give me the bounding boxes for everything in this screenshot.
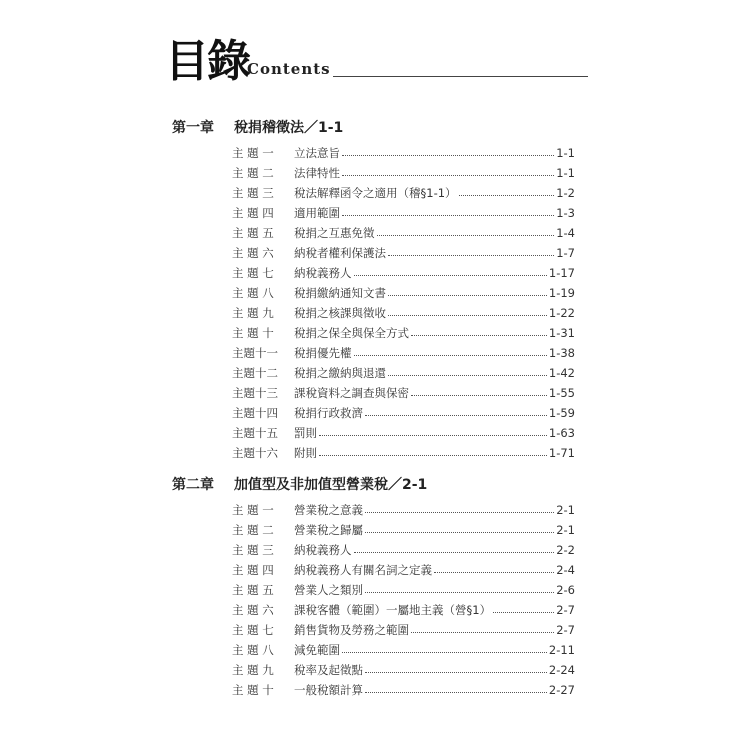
entry-topic: 主 題 二 xyxy=(232,523,274,537)
entry-text: 立法意旨 xyxy=(294,146,340,160)
entry-topic: 主題十二 xyxy=(232,366,278,380)
entry-text: 納稅義務人 xyxy=(294,543,352,557)
toc-entry[interactable] xyxy=(232,443,575,463)
entry-page-number: 1-3 xyxy=(556,206,575,220)
entry-topic: 主 題 九 xyxy=(232,306,274,320)
entry-topic: 主 題 一 xyxy=(232,503,274,517)
entry-page-number: 1-71 xyxy=(548,446,575,460)
entry-topic: 主題十四 xyxy=(232,406,278,420)
toc-entry[interactable] xyxy=(232,283,575,303)
entry-topic: 主 題 七 xyxy=(232,623,274,637)
entry-text: 營業人之類別 xyxy=(294,583,363,597)
dot-leader xyxy=(319,455,547,456)
entry-page-number: 1-55 xyxy=(548,386,575,400)
entry-page-number: 1-59 xyxy=(548,406,575,420)
entry-page-number: 2-1 xyxy=(556,523,575,537)
entry-topic: 主 題 一 xyxy=(232,146,274,160)
entry-text: 課稅資料之調查與保密 xyxy=(294,386,409,400)
entry-text: 一般稅額計算 xyxy=(294,683,363,697)
dot-leader xyxy=(459,195,555,196)
dot-leader xyxy=(365,512,554,513)
dot-leader xyxy=(365,415,547,416)
toc-entry[interactable] xyxy=(232,680,575,700)
entry-topic: 主 題 六 xyxy=(232,246,274,260)
entry-text: 減免範圍 xyxy=(294,643,340,657)
toc-entry[interactable] xyxy=(232,560,575,580)
dot-leader xyxy=(354,355,547,356)
entry-text: 稅捐之繳納與退還 xyxy=(294,366,386,380)
entry-text: 稅捐之核課與徵收 xyxy=(294,306,386,320)
entry-text: 營業稅之意義 xyxy=(294,503,363,517)
dot-leader xyxy=(342,652,547,653)
entry-text: 罰則 xyxy=(294,426,317,440)
dot-leader xyxy=(388,295,547,296)
entry-text: 稅捐之互惠免徵 xyxy=(294,226,375,240)
entry-topic: 主題十五 xyxy=(232,426,278,440)
entry-topic: 主 題 八 xyxy=(232,286,274,300)
toc-entry[interactable] xyxy=(232,323,575,343)
entry-page-number: 1-2 xyxy=(556,186,575,200)
entry-text: 附則 xyxy=(294,446,317,460)
dot-leader xyxy=(365,672,547,673)
entry-topic: 主 題 五 xyxy=(232,226,274,240)
dot-leader xyxy=(319,435,547,436)
entry-page-number: 2-7 xyxy=(556,603,575,617)
dot-leader xyxy=(365,692,547,693)
entry-text: 課稅客體（範圍）一屬地主義（營§1） xyxy=(294,603,492,617)
chapter-1-entries xyxy=(232,143,575,463)
entry-topic: 主 題 十 xyxy=(232,683,274,697)
dot-leader xyxy=(388,315,547,316)
entry-page-number: 1-17 xyxy=(548,266,575,280)
toc-entry[interactable] xyxy=(232,640,575,660)
chapter-heading-2[interactable] xyxy=(172,474,427,494)
toc-entry[interactable] xyxy=(232,580,575,600)
toc-entry[interactable] xyxy=(232,660,575,680)
dot-leader xyxy=(365,592,554,593)
entry-topic: 主 題 三 xyxy=(232,543,274,557)
entry-topic: 主 題 五 xyxy=(232,583,274,597)
entry-topic: 主題十六 xyxy=(232,446,278,460)
toc-entry[interactable] xyxy=(232,223,575,243)
toc-entry[interactable] xyxy=(232,363,575,383)
toc-entry[interactable] xyxy=(232,163,575,183)
entry-text: 稅捐優先權 xyxy=(294,346,352,360)
entry-topic: 主 題 九 xyxy=(232,663,274,677)
toc-entry[interactable] xyxy=(232,183,575,203)
entry-text: 營業稅之歸屬 xyxy=(294,523,363,537)
entry-page-number: 1-22 xyxy=(548,306,575,320)
entry-text: 稅捐之保全與保全方式 xyxy=(294,326,409,340)
entry-topic: 主 題 八 xyxy=(232,643,274,657)
entry-page-number: 1-42 xyxy=(548,366,575,380)
toc-entry[interactable] xyxy=(232,203,575,223)
entry-page-number: 1-38 xyxy=(548,346,575,360)
entry-page-number: 2-11 xyxy=(548,643,575,657)
entry-topic: 主 題 三 xyxy=(232,186,274,200)
entry-page-number: 2-7 xyxy=(556,623,575,637)
entry-page-number: 2-24 xyxy=(548,663,575,677)
entry-text: 適用範圍 xyxy=(294,206,340,220)
toc-entry[interactable] xyxy=(232,540,575,560)
entry-page-number: 1-63 xyxy=(548,426,575,440)
entry-page-number: 1-4 xyxy=(556,226,575,240)
dot-leader xyxy=(354,552,555,553)
toc-title: 目錄 xyxy=(165,36,249,87)
chapter-number: 第二章 xyxy=(172,477,214,493)
toc-entry[interactable] xyxy=(232,303,575,323)
toc-entry[interactable] xyxy=(232,263,575,283)
toc-entry[interactable] xyxy=(232,243,575,263)
entry-topic: 主題十三 xyxy=(232,386,278,400)
entry-page-number: 1-1 xyxy=(556,146,575,160)
entry-text: 銷售貨物及勞務之範圍 xyxy=(294,623,409,637)
entry-topic: 主 題 六 xyxy=(232,603,274,617)
toc-entry[interactable] xyxy=(232,500,575,520)
entry-text: 稅捐行政救濟 xyxy=(294,406,363,420)
dot-leader xyxy=(411,632,554,633)
chapter-number: 第一章 xyxy=(172,120,214,136)
toc-entry[interactable] xyxy=(232,343,575,363)
entry-text: 法律特性 xyxy=(294,166,340,180)
entry-page-number: 1-31 xyxy=(548,326,575,340)
dot-leader xyxy=(365,532,554,533)
entry-topic: 主 題 二 xyxy=(232,166,274,180)
toc-subtitle: Contents xyxy=(247,60,331,78)
toc-header xyxy=(165,38,590,88)
entry-text: 納稅義務人有關名詞之定義 xyxy=(294,563,432,577)
dot-leader xyxy=(342,175,554,176)
entry-topic: 主 題 七 xyxy=(232,266,274,280)
entry-page-number: 2-27 xyxy=(548,683,575,697)
dot-leader xyxy=(377,235,555,236)
entry-page-number: 1-19 xyxy=(548,286,575,300)
dot-leader xyxy=(493,612,554,613)
dot-leader xyxy=(388,255,554,256)
toc-entry[interactable] xyxy=(232,383,575,403)
entry-page-number: 1-1 xyxy=(556,166,575,180)
toc-entry[interactable] xyxy=(232,423,575,443)
entry-text: 稅率及起徵點 xyxy=(294,663,363,677)
dot-leader xyxy=(434,572,554,573)
entry-topic: 主題十一 xyxy=(232,346,278,360)
dot-leader xyxy=(354,275,547,276)
entry-topic: 主 題 十 xyxy=(232,326,274,340)
dot-leader xyxy=(388,375,547,376)
entry-page-number: 2-2 xyxy=(556,543,575,557)
chapter-title: 稅捐稽徵法／1-1 xyxy=(234,120,344,136)
entry-topic: 主 題 四 xyxy=(232,206,274,220)
dot-leader xyxy=(411,395,547,396)
chapter-title: 加值型及非加值型營業稅／2-1 xyxy=(234,477,428,493)
toc-entry[interactable] xyxy=(232,143,575,163)
chapter-2-entries xyxy=(232,500,575,700)
dot-leader xyxy=(342,215,554,216)
entry-text: 稅法解釋函令之適用（稽§1-1） xyxy=(294,186,457,200)
entry-topic: 主 題 四 xyxy=(232,563,274,577)
entry-page-number: 2-4 xyxy=(556,563,575,577)
entry-text: 納稅義務人 xyxy=(294,266,352,280)
chapter-heading-1[interactable] xyxy=(172,117,343,137)
toc-entry[interactable] xyxy=(232,520,575,540)
dot-leader xyxy=(411,335,547,336)
entry-page-number: 2-6 xyxy=(556,583,575,597)
entry-page-number: 1-7 xyxy=(556,246,575,260)
title-rule xyxy=(333,76,588,77)
toc-entry[interactable] xyxy=(232,600,575,620)
entry-text: 納稅者權利保護法 xyxy=(294,246,386,260)
toc-entry[interactable] xyxy=(232,403,575,423)
entry-page-number: 2-1 xyxy=(556,503,575,517)
entry-text: 稅捐繳納通知文書 xyxy=(294,286,386,300)
toc-entry[interactable] xyxy=(232,620,575,640)
dot-leader xyxy=(342,155,554,156)
